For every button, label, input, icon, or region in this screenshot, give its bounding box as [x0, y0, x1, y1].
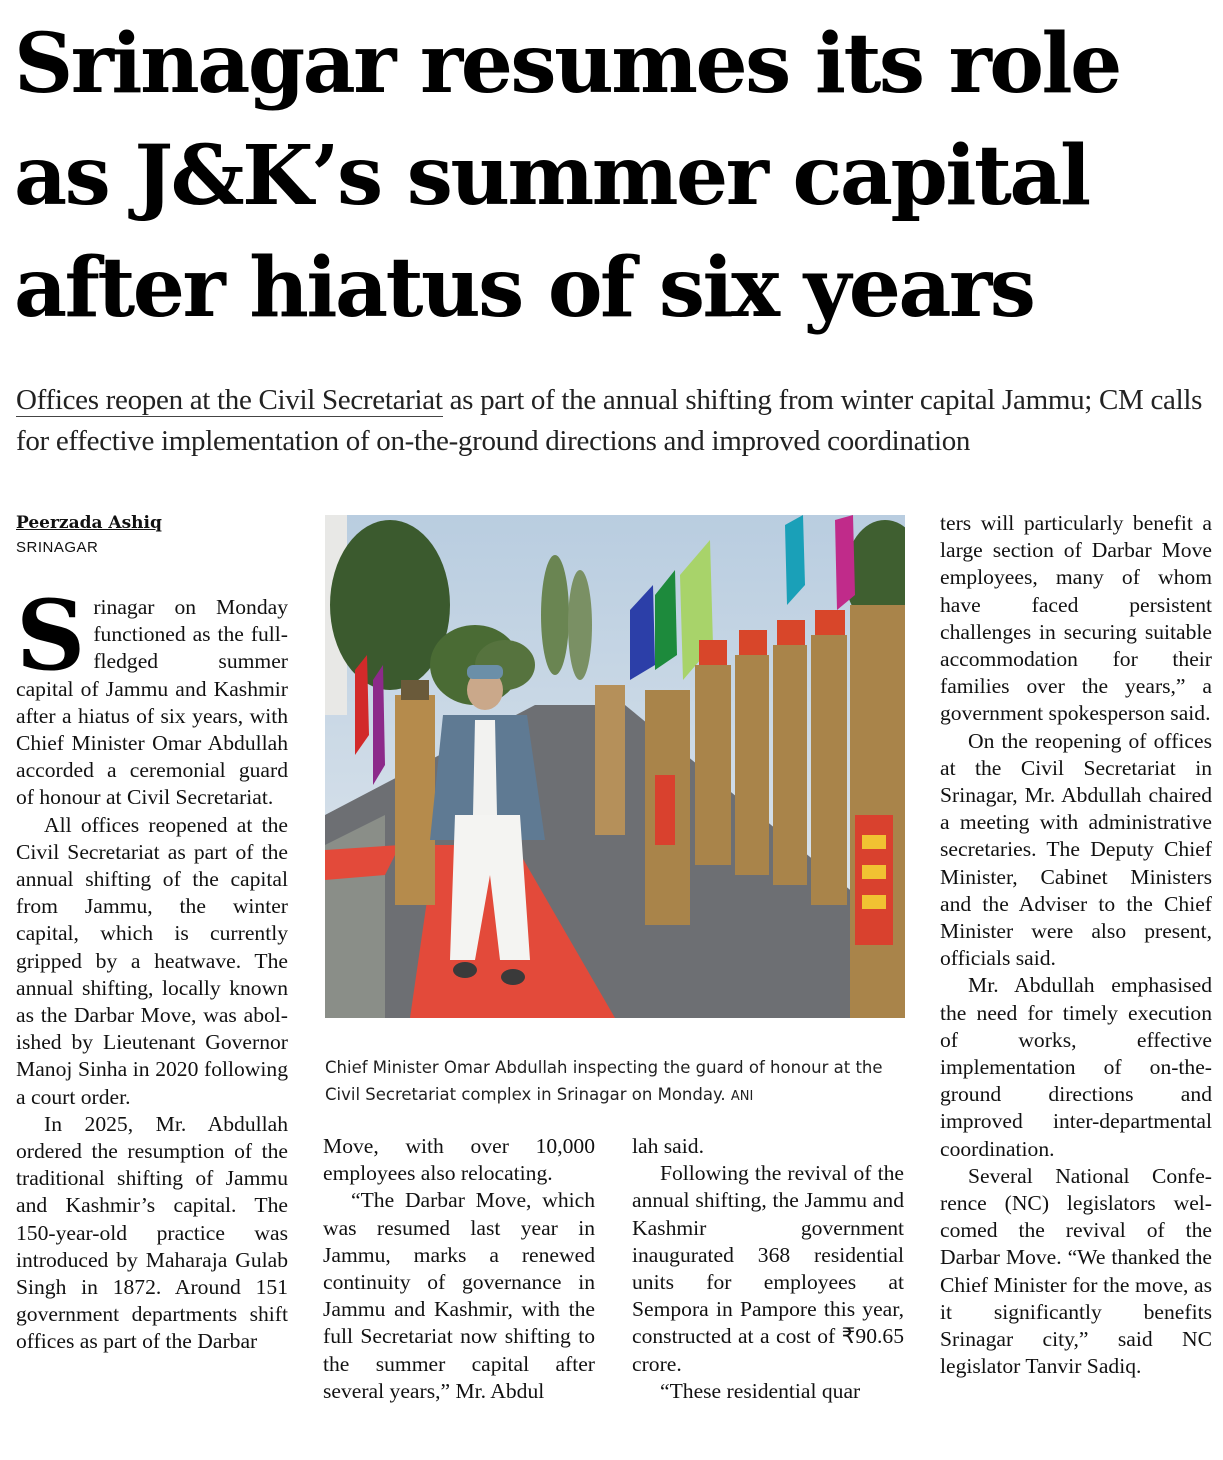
photo-caption [325, 1054, 905, 1110]
article-paragraph-1-text: rinagar on Monday functioned as the full-fledged summer capital of Jammu and Kashmir after a hiatus of six years, with Chief Minister Omar Abdullah accorded a ceremonial guard of honour at Civil Secretariat. [16, 595, 288, 810]
article-paragraph-8: Mr. Abdullah emphasised the need for timely execution of works, effective implementation of on-the-ground directions and improved inter-departmental coordination. [940, 973, 1212, 1161]
article-column-2 [323, 1133, 595, 1405]
article-paragraph-3-cont: Move, with over 10,000 employees also relocating. [323, 1134, 595, 1186]
headline-line-1: Srinagar resumes its role [14, 16, 1120, 112]
article-paragraph-3: In 2025, Mr. Abdullah ordered the resumption of the traditional shifting of Jammu and Kashmir’s capital. The 150-year-old practice was introduced by Maharaja Gulab Singh in 1872. Around 151 government departments shift offices as part of the Darbar [16, 1111, 288, 1354]
article-paragraph-6-cont: ters will particularly benefit a large section of Darbar Move employees, many of whom have faced persistent challenges in securing suitable accommodation for their families over the years,” a government spokesperson said. [940, 511, 1212, 726]
deck-lead: Offices reopen at the Civil Secretariat [16, 384, 443, 416]
article-paragraph-7: On the reopening of offices at the Civil Secretariat in Srinagar, Mr. Abdullah chaired a meeting with administrative secretaries. The Deputy Chief Minister, Cabinet Ministers and the Adviser to the Chief Minister were also present, officials said. [940, 728, 1212, 971]
dateline: SRINAGAR [16, 539, 99, 556]
article-paragraph-6: “These residential quar [660, 1378, 861, 1403]
article-paragraph-9: Several National Conference (NC) legislators welcomed the revival of the Darbar Move. “We thanked the Chief Minister for the move, as it significantly benefits Srinagar city,” said NC legislator Tanvir Sadiq. [940, 1163, 1212, 1379]
article-paragraph-5: Following the revival of the annual shifting, the Jammu and Kashmir government inaugurated 368 residential units for employees at Sempora in Pampore this year, constructed at a cost of ₹90.65 crore. [632, 1161, 904, 1376]
article-paragraph-1 [16, 579, 288, 812]
article-paragraph-2: All offices reopened at the Civil Secretariat as part of the annual shifting of the capital from Jammu, the winter capital, which is currently gripped by a heatwave. The annual shifting, locally known as the Darbar Move, was abolished by Lieutenant Governor Manoj Sinha in 2020 following a court order. [16, 812, 288, 1109]
photo-credit: ANI [730, 1089, 754, 1104]
headline-line-3: after hiatus of six years [14, 240, 1034, 336]
headline-line-2: as J&K’s summer capital [14, 128, 1089, 224]
deck-subheadline [16, 380, 1211, 462]
drop-cap: S [16, 579, 86, 692]
deck-rest: as part of the annual shifting from winter capital Jammu; CM calls for effective implementation of on-the-ground directions and improved coordination [16, 384, 1203, 457]
news-photo [325, 515, 905, 1018]
caption-text: Chief Minister Omar Abdullah inspecting the guard of honour at the Civil Secretariat complex in Srinagar on Monday. [325, 1058, 883, 1104]
article-column-3 [632, 1133, 904, 1405]
article-paragraph-4-cont: lah said. [632, 1134, 704, 1158]
article-paragraph-4: “The Darbar Move, which was resumed last year in Jammu, marks a renewed continuity of governance in Jammu and Kashmir, with the full Secretariat now shifting to the summer capital after several years,” Mr. Abdul [323, 1188, 595, 1403]
article-column-4 [940, 510, 1212, 1381]
byline-author[interactable]: Peerzada Ashiq [16, 513, 162, 533]
article-column-1 [16, 510, 288, 1356]
guard-of-honour-photo [325, 515, 905, 1018]
headline [14, 8, 1214, 344]
